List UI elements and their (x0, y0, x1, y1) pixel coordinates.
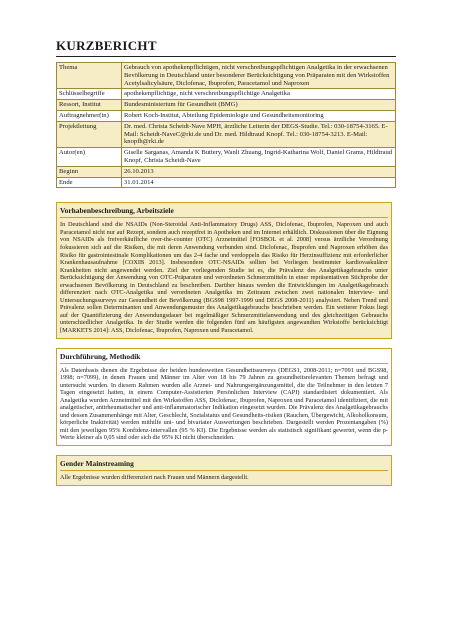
meta-key: Beginn (57, 166, 122, 177)
document-title: KURZBERICHT (56, 38, 396, 57)
section-heading: Vorhabenbeschreibung, Arbeitsziele (60, 206, 388, 218)
meta-value: Bundesministerium für Gesundheit (BMG) (122, 100, 396, 111)
meta-row-autoren (57, 148, 396, 167)
meta-key: Auftragnehmer(in) (57, 110, 122, 121)
meta-key: Ende (57, 177, 122, 188)
section-gender-mainstreaming (56, 455, 392, 486)
section-body: Als Datenbasis dienen die Ergebnisse der beiden bundesweiten Gesundheitssurveys (DEGS1, 2008-2011; n=7091 und BGS98, 1998; n=7099), in denen Frauen und Männer im Alter von 18 bis 79 Jahren zu gesundheitsrelevanten Themen befragt und untersucht wurden. In diesem Rahmen wurden alle Arznei- und Nahrungsergänzungsmittel, die die Teilnehmer in den letzten 7 Tagen eingesetzt hatten, in einem Computer-Assistierten Persönlichen Interview (CAPI) standardisiert dokumentiert. Als Analgetika wurden Arzneimittel mit den Wirkstoffen ASS, Diclofenac, Ibuprofen, Naproxen und Paracetamol identifiziert, die mit analgetischer, antirheumatischer und anti-inflammatorischer Indikation eingesetzt wurden. Die Prävalenz des Analgetikagebrauchs und dessen Zusammenhänge mit Alter, Geschlecht, Sozialstatus und Gesundheits-risiken (Rauchen, Übergewicht, Alkoholkonsum, körperliche Inaktivität) werden mithilfe uni- und bivariater Auswertungen beschrieben. Dargestellt werden Prozentangaben (%) mit den jeweiligen 95% Konfidenz-intervallen (95 % KI). Die Ergebnisse werden als statistisch signifikant gewertet, wenn die p-Werte kleiner als 0,05 sind oder sich die 95% KI nicht überschneiden. (60, 366, 388, 442)
meta-row-beginn (57, 166, 396, 177)
meta-row-thema (57, 63, 396, 89)
section-body: In Deutschland sind die NSAIDs (Non-Steroidal Anti-Inflammatory Drugs) ASS, Diclofenac, Ibuprofen, Naproxen und auch Paracetamol nicht nur auf Rezept, sondern auch rezeptfrei in Apotheken und im Internet erhältlich. Diskussionen über die Eignung von NSAIDs als freiverkäufliche over-the-counter (OTC) Arzneimittel [FOSBOL et al. 2008] versus ärztliche Verordnung fokussieren sich auf die Risiken, die mit deren Anwendung verbunden sind. Diclofenac, Ibuprofen und Naproxen erhöhen das Risiko für gastrointestinale Komplikationen um das 2-4 fache und verdoppeln das Risiko für Herzinsuffizienz mit erforderlicher Krankenhausaufnahme [COXIB 2013]. Insbesondere OTC-NSAIDs sollten bei Vorliegen bestimmter kardiovaskulärer Krankheiten nicht angewendet werden. Ziel der vorliegenden Studie ist es, die Prävalenz des Analgetikagebrauchs unter Berücksichtigung der Anwendung von OTC-Präparaten und verordneten Schmerzmitteln in einer repräsentativen Stichprobe der erwachsenen Bevölkerung in Deutschland zu beschreiben. Darüber hinaus werden die Entwicklungen im Analgetikagebrauch differenziert nach OTC-Analgetika und verordneten Analgetika im Zeitraum zwischen zwei nationalen Interview- und Untersuchungssurveys zur Gesundheit der Bevölkerung (BGS98 1997-1999 und DEGS 2008-2011) analysiert. Neben Trend und Prävalenz sollen Determinanten und Anwendungsmuster des Analgetikagebrauchs beschrieben werden. Ein weiterer Fokus liegt auf der Quantifizierung der Anwendungsdauer bei regelmäßiger Schmerzmittelanwendung und des gleichzeitigen Gebrauchs unterschiedlicher Analgetika. In der Studie werden die folgenden fünf am häufigsten angewandten Wirkstoffe berücksichtigt [MARKETS 2014]: ASS, Diclofenac, Ibuprofen, Naproxen und Paracetamol. (60, 221, 388, 335)
section-body: Alle Ergebnisse wurden differenziert nach Frauen und Männern dargestellt. (60, 474, 249, 482)
meta-value: Robert Koch-Institut, Abteilung Epidemiologie und Gesundheitsmonitoring (122, 110, 396, 121)
meta-value: apothekenpflichtige, nicht verschreibungspflichtige Analgetika (122, 89, 396, 100)
section-heading: Gender Mainstreaming (60, 459, 388, 471)
meta-key: Projektleitung (57, 121, 122, 147)
section-heading: Durchführung, Methodik (60, 352, 388, 364)
meta-value: 26.10.2013 (122, 166, 396, 177)
meta-row-ressort (57, 100, 396, 111)
meta-value: 31.01.2014 (122, 177, 396, 188)
section-vorhabenbeschreibung (56, 202, 392, 338)
meta-row-projektleitung (57, 121, 396, 147)
meta-key: Schlüsselbegriffe (57, 89, 122, 100)
meta-row-auftragnehmer (57, 110, 396, 121)
section-methodik (56, 348, 392, 446)
meta-value: Dr. med. Christa Scheidt-Nave MPH, ärztliche Leiterin der DEGS-Studie. Tel.: 030-18754-3165. E-Mail: Scheidt-NaveC@rki.de und Dr. med. Hildtraud Knopf. Tel.: 030-18754-3213. E-Mail: knopfh@rki.de (122, 121, 396, 147)
metadata-table (56, 62, 396, 188)
document-page (56, 38, 396, 486)
meta-key: Ressort, Institut (57, 100, 122, 111)
meta-key: Autor(en) (57, 148, 122, 167)
meta-row-schluesselbegriffe (57, 89, 396, 100)
meta-value: Gebrauch von apothekenpflichtigen, nicht verschreibungspflichtigen Analgetika in der erwachsenen Bevölkerung in Deutschland unter besonderer Berücksichtigung von Präparaten mit den Wirkstoffen Acetylsalicylsäure, Diclofenac, Ibuprofen, Paracetamol und Naproxen (122, 63, 396, 89)
meta-key: Thema (57, 63, 122, 89)
meta-row-ende (57, 177, 396, 188)
meta-value: Giselle Sarganas, Amanda K Buttery, Wanli Zhuang, Ingrid-Katharina Wolf, Daniel Grams, Hildtraud Knopf, Christa Scheidt-Nave (122, 148, 396, 167)
